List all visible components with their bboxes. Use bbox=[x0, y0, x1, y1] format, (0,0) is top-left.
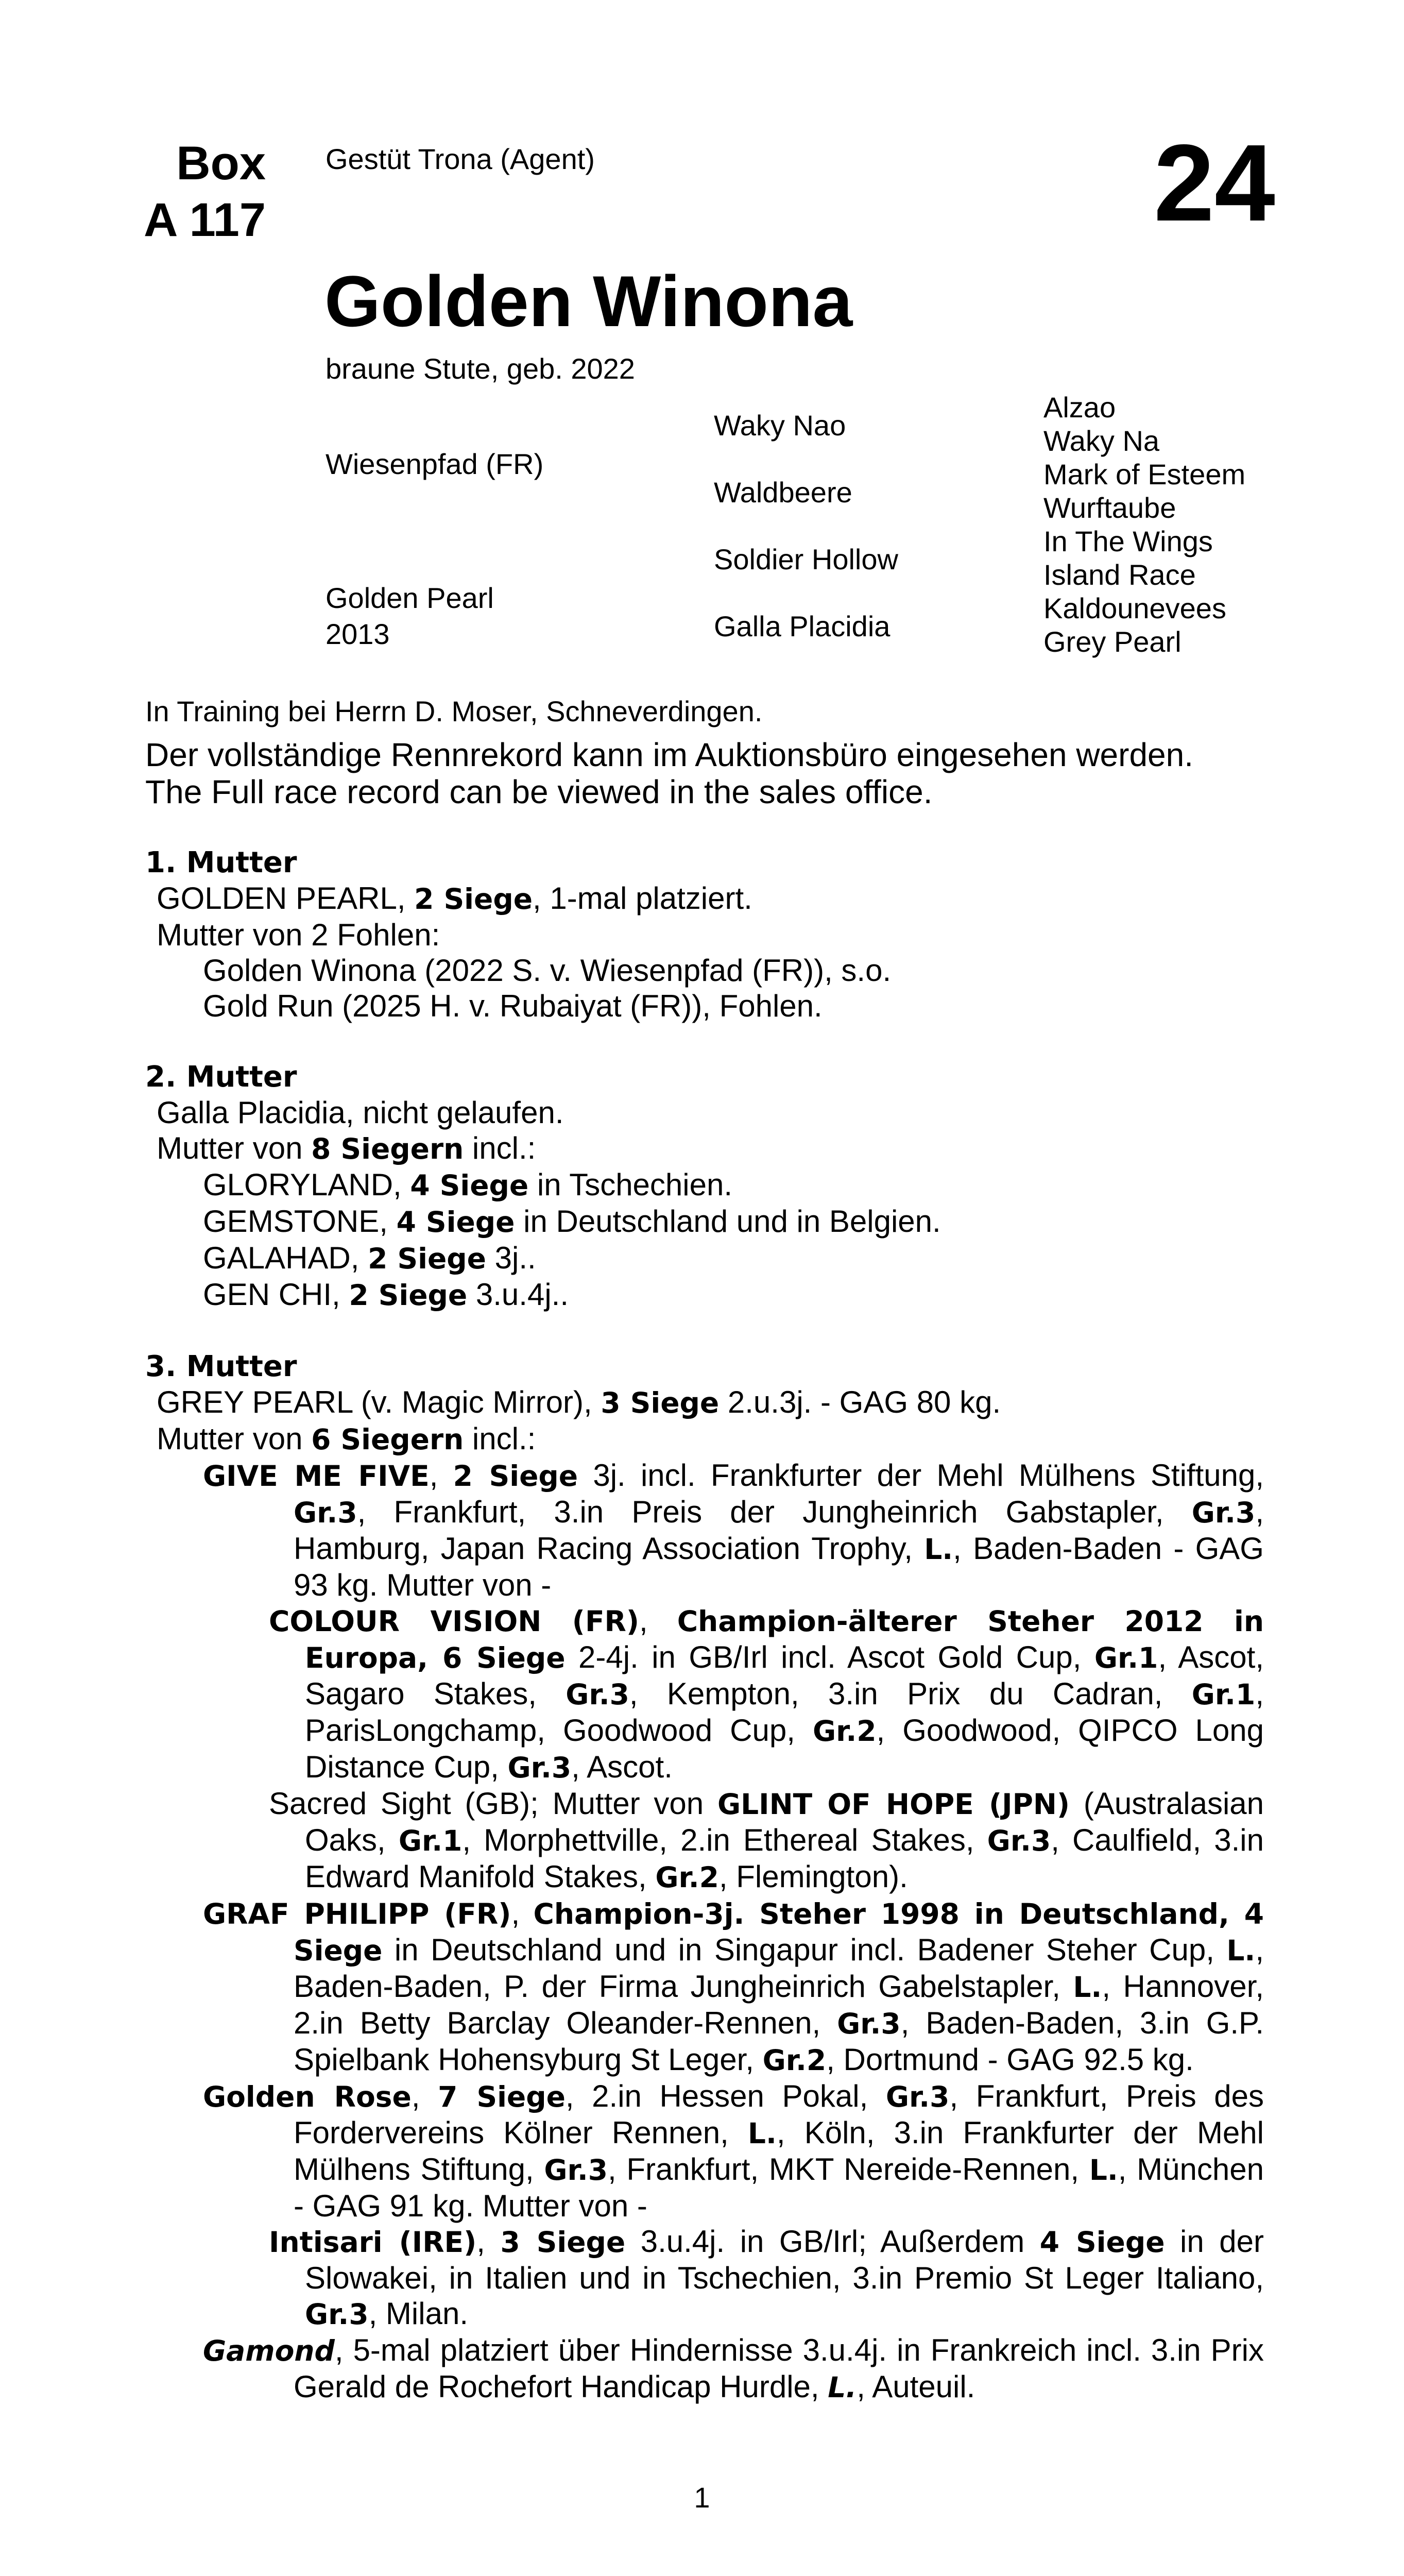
race-grade: L. bbox=[1073, 1971, 1102, 2004]
wins: 2 Siege bbox=[453, 1460, 578, 1493]
wins: 3 Siege bbox=[500, 2226, 626, 2259]
race-grade: Gr.3 bbox=[294, 1496, 357, 1529]
text: incl.: bbox=[464, 1421, 536, 1456]
text: 2.u.3j. - GAG 80 kg. bbox=[719, 1385, 1001, 1419]
produce-intisari bbox=[0, 2224, 1264, 2332]
text: , bbox=[639, 1603, 677, 1638]
race-grade: Gr.3 bbox=[837, 2007, 901, 2040]
text: , Morphettville, 2.in Ethereal Stakes, bbox=[462, 1823, 987, 1857]
produce-item bbox=[203, 1204, 1404, 1240]
text: , Frankfurt, 3.in Preis der Jungheinrich Gabstapler, bbox=[357, 1495, 1192, 1529]
produce-give-me-five bbox=[0, 1458, 1264, 1603]
race-record-note-de: Der vollständige Rennrekord kann im Auktionsbüro eingesehen werden. bbox=[145, 736, 1193, 773]
produce-gamond bbox=[0, 2332, 1264, 2405]
produce-intro bbox=[157, 1130, 1404, 1167]
text: , Milan. bbox=[368, 2296, 468, 2331]
produce-golden-rose bbox=[0, 2078, 1264, 2224]
race-grade: Gr.3 bbox=[507, 1751, 572, 1784]
text: , bbox=[476, 2224, 501, 2259]
wins: 4 Siege bbox=[410, 1169, 529, 1202]
race-grade: Gr.3 bbox=[1191, 1496, 1256, 1529]
race-grade: Gr.1 bbox=[1191, 1678, 1256, 1711]
training-note: In Training bei Herrn D. Moser, Schneverdingen. bbox=[145, 695, 763, 727]
text: , Flemington). bbox=[718, 1859, 908, 1894]
text: , Köln, 3.in Frankfurter der Mehl Mülhens Stiftung, bbox=[294, 2115, 1264, 2187]
produce-intro: Mutter von 2 Fohlen: bbox=[157, 918, 440, 952]
wins: 4 Siege bbox=[396, 1206, 515, 1239]
box-label: Box bbox=[176, 137, 266, 190]
race-grade: L. bbox=[924, 1533, 953, 1566]
horse: COLOUR VISION (FR) bbox=[269, 1605, 640, 1638]
wins: 7 Siege bbox=[438, 2080, 566, 2113]
pedigree-grandparent: Waldbeere bbox=[714, 476, 852, 509]
text: 3j. incl. Frankfurter der Mehl Mülhens Stiftung, bbox=[578, 1458, 1264, 1493]
produce-item bbox=[203, 1167, 1404, 1204]
lot-number: 24 bbox=[1154, 122, 1275, 244]
race-grade: Gr.3 bbox=[544, 2154, 608, 2187]
text: , 2.in Hessen Pokal, bbox=[565, 2079, 886, 2113]
produce-intro bbox=[157, 1421, 1404, 1458]
text: , bbox=[429, 1458, 453, 1493]
text: , Goodwood, QIPCO Long Distance Cup, bbox=[305, 1713, 1264, 1784]
text: Mutter von bbox=[157, 1421, 312, 1456]
dam-summary: Galla Placidia, nicht gelaufen. bbox=[157, 1095, 564, 1130]
pedigree-grandparent: Galla Placidia bbox=[714, 610, 891, 642]
horse: GLORYLAND, bbox=[203, 1167, 410, 1202]
pedigree-great-grandparent: Waky Na bbox=[1043, 425, 1160, 457]
race-grade: Gr.1 bbox=[1094, 1641, 1158, 1674]
produce-item: Gold Run (2025 H. v. Rubaiyat (FR)), Fohlen. bbox=[203, 989, 823, 1023]
text: , Frankfurt, MKT Nereide-Rennen, bbox=[607, 2152, 1089, 2187]
pedigree-grandparent: Soldier Hollow bbox=[714, 543, 898, 575]
produce-graf-philipp bbox=[0, 1895, 1264, 2078]
race-grade: Gr.3 bbox=[885, 2080, 950, 2113]
pedigree-great-grandparent: Grey Pearl bbox=[1043, 625, 1182, 658]
pedigree-sire: Wiesenpfad (FR) bbox=[326, 448, 544, 480]
race-grade: L. bbox=[1089, 2154, 1118, 2187]
text: , bbox=[511, 1896, 534, 1930]
text: in Deutschland und in Singapur incl. Badener Steher Cup, bbox=[382, 1933, 1227, 1967]
produce-item: Golden Winona (2022 S. v. Wiesenpfad (FR)), s.o. bbox=[203, 953, 892, 988]
pedigree-great-grandparent: In The Wings bbox=[1043, 525, 1213, 557]
wins: 4 Siege bbox=[1039, 2226, 1165, 2259]
text: in der Slowakei, in Italien und in Tschechien, 3.in Premio St Leger Italiano, bbox=[305, 2224, 1264, 2295]
race-grade: Gr.2 bbox=[762, 2044, 827, 2077]
horse: Gamond bbox=[203, 2334, 335, 2367]
box-number: A 117 bbox=[143, 194, 266, 246]
text: 2-4j. in GB/Irl incl. Ascot Gold Cup, bbox=[565, 1640, 1094, 1674]
horse: GRAF PHILIPP (FR) bbox=[203, 1897, 511, 1930]
section-first-dam bbox=[0, 845, 1404, 1024]
text: , Hannover, 2.in Betty Barclay Oleander-Rennen, bbox=[294, 1969, 1264, 2040]
horse: Intisari (IRE) bbox=[269, 2226, 477, 2259]
horse-name: Golden Winona bbox=[324, 261, 853, 342]
horse: GIVE ME FIVE bbox=[203, 1460, 430, 1493]
pedigree-great-grandparent: Kaldounevees bbox=[1043, 592, 1226, 624]
horse: GLINT OF HOPE (JPN) bbox=[717, 1788, 1070, 1821]
dam-name: GREY PEARL (v. Magic Mirror), bbox=[157, 1385, 601, 1419]
dam-summary bbox=[157, 1384, 1404, 1421]
text: (Australasian Oaks, bbox=[305, 1786, 1264, 1857]
horse: Golden Rose bbox=[203, 2080, 412, 2113]
produce-item bbox=[203, 1277, 1404, 1313]
winner-count: 6 Siegern bbox=[311, 1423, 464, 1456]
pedigree-great-grandparent: Island Race bbox=[1043, 558, 1196, 591]
pedigree-great-grandparent: Mark of Esteem bbox=[1043, 458, 1246, 490]
page-number: 1 bbox=[694, 2481, 710, 2514]
race-grade: Gr.3 bbox=[566, 1678, 629, 1711]
text: , Frankfurt, Preis des Fordervereins Kölner Rennen, bbox=[294, 2079, 1264, 2150]
section-second-dam bbox=[0, 1059, 1404, 1313]
horse: GEN CHI, bbox=[203, 1277, 349, 1312]
text: , Caulfield, 3.in Edward Manifold Stakes, bbox=[305, 1823, 1264, 1894]
championship: Champion-älterer Steher 2012 in Europa, 6 Siege bbox=[305, 1605, 1264, 1674]
produce-sacred-sight bbox=[0, 1786, 1264, 1895]
text: , bbox=[411, 2079, 438, 2113]
wins: 2 Siege bbox=[349, 1279, 468, 1312]
text: Mutter von bbox=[157, 1131, 312, 1165]
pedigree-dam-year: 2013 bbox=[326, 618, 390, 650]
pedigree-great-grandparent: Wurftaube bbox=[1043, 492, 1176, 524]
text: in Tschechien. bbox=[528, 1167, 733, 1202]
text: in Deutschland und in Belgien. bbox=[515, 1204, 941, 1239]
section-heading: 2. Mutter bbox=[145, 1060, 297, 1094]
race-grade: Gr.2 bbox=[812, 1715, 877, 1748]
text: 3j.. bbox=[486, 1241, 536, 1275]
text: Sacred Sight (GB); Mutter von bbox=[269, 1786, 717, 1821]
consignor: Gestüt Trona (Agent) bbox=[326, 143, 595, 175]
race-grade: Gr.3 bbox=[305, 2298, 369, 2331]
race-grade: Gr.3 bbox=[987, 1824, 1051, 1857]
text: , Ascot. bbox=[571, 1750, 673, 1784]
championship: Champion-3j. Steher 1998 in Deutschland, 4 Siege bbox=[294, 1897, 1264, 1967]
text: , Hamburg, Japan Racing Association Trophy, bbox=[294, 1495, 1264, 1566]
text: , 5-mal platziert über Hindernisse 3.u.4j. in Frankreich incl. 3.in Prix Gerald de Rochefort Handicap Hurdle, bbox=[294, 2333, 1264, 2404]
wins: 2 Siege bbox=[368, 1242, 486, 1275]
dam-summary bbox=[157, 880, 1404, 917]
race-grade: Gr.2 bbox=[655, 1861, 719, 1894]
pedigree-grandparent: Waky Nao bbox=[714, 409, 846, 442]
text: , Dortmund - GAG 92.5 kg. bbox=[826, 2042, 1194, 2077]
section-heading: 3. Mutter bbox=[145, 1350, 297, 1383]
text: , Baden-Baden - GAG 93 kg. Mutter von - bbox=[294, 1531, 1264, 1602]
wins: 2 Siege bbox=[414, 883, 533, 916]
text: , Kempton, 3.in Prix du Cadran, bbox=[629, 1676, 1192, 1711]
text: , Ascot, Sagaro Stakes, bbox=[305, 1640, 1264, 1711]
wins: 3 Siege bbox=[601, 1386, 720, 1419]
text: 3.u.4j. in GB/Irl; Außerdem bbox=[625, 2224, 1040, 2259]
pedigree-great-grandparent: Alzao bbox=[1043, 391, 1116, 423]
produce-colour-vision bbox=[0, 1603, 1264, 1786]
winner-count: 8 Siegern bbox=[311, 1132, 464, 1165]
horse-description: braune Stute, geb. 2022 bbox=[326, 352, 635, 385]
horse: GALAHAD, bbox=[203, 1241, 368, 1275]
text: incl.: bbox=[464, 1131, 536, 1165]
pedigree-dam: Golden Pearl bbox=[326, 582, 494, 614]
section-third-dam bbox=[0, 1349, 1404, 2405]
produce-item bbox=[203, 1240, 1404, 1277]
text: , Auteuil. bbox=[857, 2369, 975, 2404]
horse: GEMSTONE, bbox=[203, 1204, 397, 1239]
dam-summary-rest: , 1-mal platziert. bbox=[533, 881, 752, 916]
race-grade: Gr.1 bbox=[398, 1824, 463, 1857]
race-record-note-en: The Full race record can be viewed in the sales office. bbox=[145, 773, 933, 810]
race-grade: L. bbox=[1226, 1934, 1256, 1967]
race-grade: L. bbox=[828, 2371, 857, 2404]
text: , München - GAG 91 kg. Mutter von - bbox=[294, 2152, 1264, 2223]
text: 3.u.4j.. bbox=[467, 1277, 569, 1312]
section-heading: 1. Mutter bbox=[145, 846, 297, 879]
dam-name: GOLDEN PEARL, bbox=[157, 881, 415, 916]
race-grade: L. bbox=[747, 2117, 777, 2150]
text: , ParisLongchamp, Goodwood Cup, bbox=[305, 1676, 1264, 1748]
text: , Baden-Baden, P. der Firma Jungheinrich Gabelstapler, bbox=[294, 1933, 1264, 2004]
family-details bbox=[0, 845, 1404, 2441]
text: , Baden-Baden, 3.in G.P. Spielbank Hohensyburg St Leger, bbox=[294, 2006, 1264, 2077]
